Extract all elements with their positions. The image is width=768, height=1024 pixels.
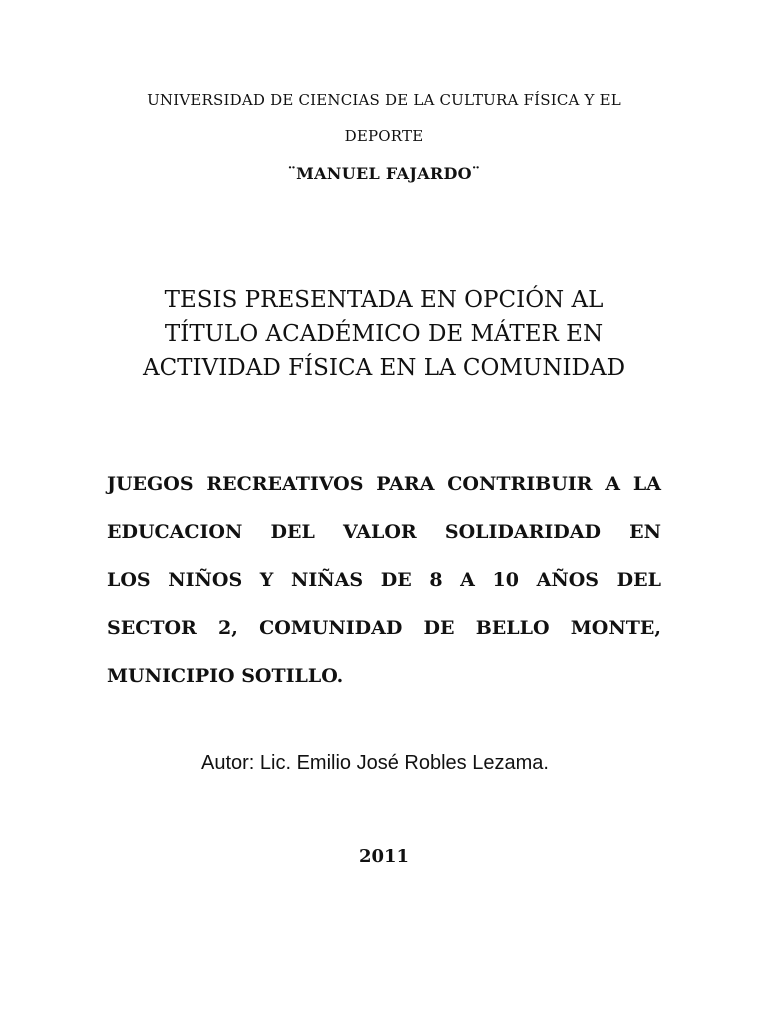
work-title-word: NIÑAS xyxy=(291,569,364,591)
author-line: Autor: Lic. Emilio José Robles Lezama. xyxy=(201,752,549,774)
thesis-title-line: ACTIVIDAD FÍSICA EN LA COMUNIDAD xyxy=(142,355,626,381)
institution-name-line-1: UNIVERSIDAD DE CIENCIAS DE LA CULTURA FÍSICA Y EL xyxy=(147,91,621,109)
work-title-word: MONTE, xyxy=(570,617,661,639)
institution-name-line-2: DEPORTE xyxy=(344,127,424,145)
work-title-line xyxy=(107,556,661,604)
work-title-line xyxy=(107,652,661,700)
work-title-word: AÑOS xyxy=(536,569,600,591)
work-title-word: EN xyxy=(629,521,661,543)
work-title-word: LOS xyxy=(107,569,151,591)
work-title-line xyxy=(107,508,661,556)
work-title-word: DEL xyxy=(616,569,661,591)
work-title-word: JUEGOS xyxy=(107,473,194,495)
work-title-word: DE xyxy=(380,569,412,591)
work-title-word: COMUNIDAD xyxy=(259,617,403,639)
work-title-word: DE xyxy=(423,617,455,639)
work-title-word: 8 xyxy=(429,569,443,591)
work-title-word: LA xyxy=(632,473,661,495)
work-title-word: BELLO xyxy=(475,617,550,639)
work-title-word: A xyxy=(605,473,621,495)
work-title-word: CONTRIBUIR xyxy=(447,473,593,495)
work-title-word: SECTOR xyxy=(107,617,197,639)
thesis-title-line: TESIS PRESENTADA EN OPCIÓN AL xyxy=(164,287,604,313)
work-title-word: MUNICIPIO SOTILLO. xyxy=(107,665,344,687)
work-title xyxy=(107,460,661,700)
work-title-word: SOLIDARIDAD xyxy=(444,521,601,543)
work-title-word: 10 xyxy=(492,569,519,591)
work-title-word: EDUCACION xyxy=(107,521,243,543)
work-title-word: PARA xyxy=(376,473,435,495)
work-title-word: 2, xyxy=(218,617,238,639)
thesis-title-line: TÍTULO ACADÉMICO DE MÁTER EN xyxy=(164,321,604,347)
work-title-word: RECREATIVOS xyxy=(206,473,364,495)
work-title-word: Y xyxy=(259,569,274,591)
institution-name-line-3: ¨MANUEL FAJARDO¨ xyxy=(287,164,481,183)
year: 2011 xyxy=(358,846,410,867)
work-title-word: A xyxy=(460,569,475,591)
work-title-word: VALOR xyxy=(342,521,417,543)
work-title-line xyxy=(107,460,661,508)
work-title-word: DEL xyxy=(270,521,315,543)
thesis-title xyxy=(0,283,768,385)
work-title-line xyxy=(107,604,661,652)
work-title-word: NIÑOS xyxy=(168,569,243,591)
